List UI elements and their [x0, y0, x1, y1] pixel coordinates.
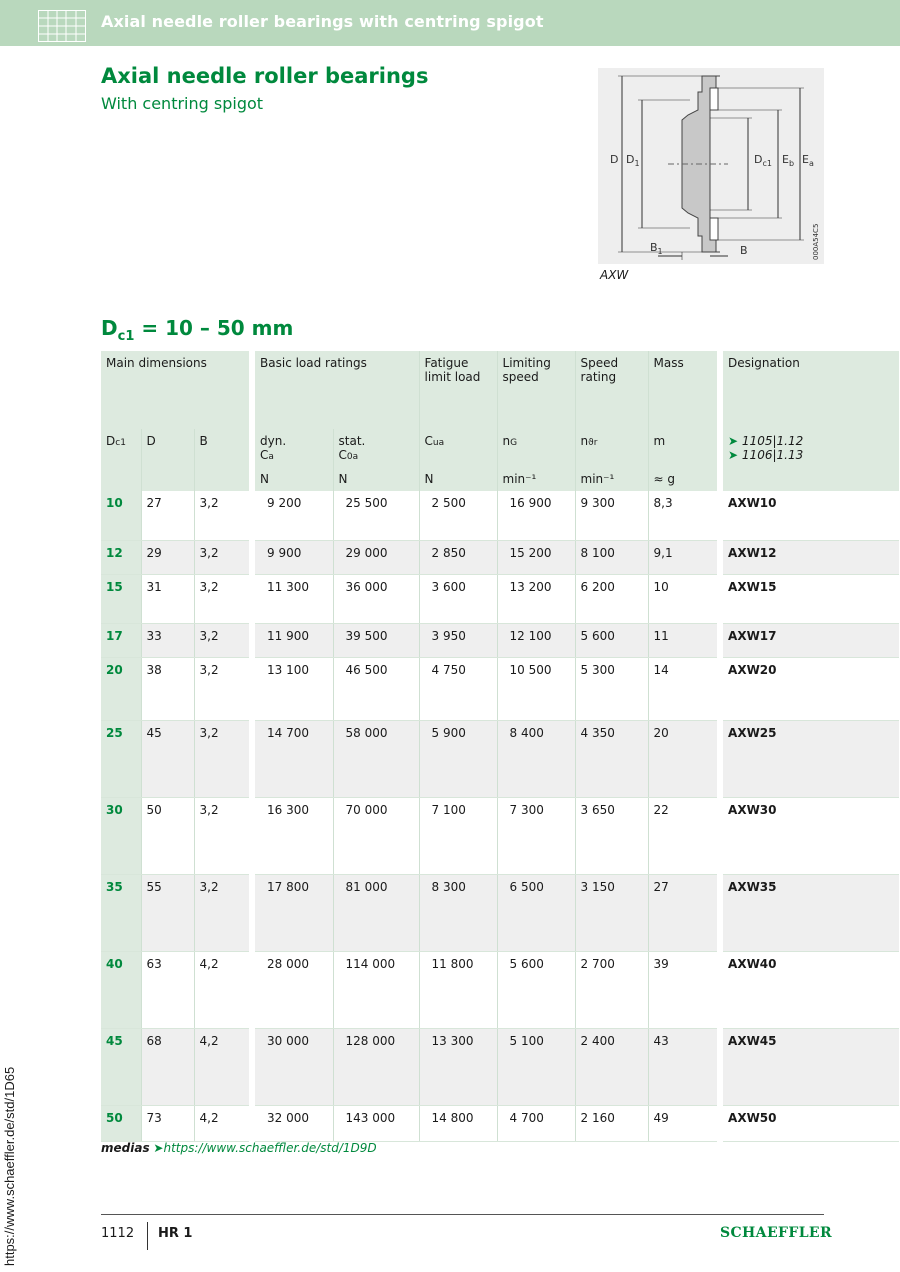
- subheader-c0a: stat. C0a: [333, 429, 419, 467]
- cell-dc1: 50: [101, 1105, 141, 1141]
- cell-ng: 16 900: [497, 491, 575, 540]
- table-row: [101, 657, 899, 720]
- table-row: [101, 1105, 899, 1141]
- cell-cua: 2 500: [419, 491, 497, 540]
- cell-designation: AXW40: [723, 951, 899, 1028]
- medias-arrow-icon: ➤: [153, 1141, 164, 1155]
- cell-designation: AXW15: [723, 574, 899, 623]
- cell-ca: 28 000: [255, 951, 333, 1028]
- header-limiting-speed: Limiting speed: [497, 351, 575, 429]
- table-row: [101, 491, 899, 540]
- cell-m: 43: [648, 1028, 717, 1105]
- cell-nthr: 5 600: [575, 623, 648, 657]
- cell-dc1: 10: [101, 491, 141, 540]
- cell-m: 8,3: [648, 491, 717, 540]
- page-number: 1112: [101, 1226, 135, 1241]
- subheader-d: D: [141, 429, 194, 467]
- cell-cua: 4 750: [419, 657, 497, 720]
- header-designation: Designation: [723, 351, 899, 429]
- unit-m: ≈ g: [648, 467, 717, 491]
- cell-ca: 9 200: [255, 491, 333, 540]
- cell-designation: AXW35: [723, 874, 899, 951]
- cell-cua: 3 950: [419, 623, 497, 657]
- medias-link[interactable]: https://www.schaeffler.de/std/1D9D: [163, 1141, 377, 1155]
- subheader-designation-refs: ➤ 1105|1.12 ➤ 1106|1.13: [723, 429, 899, 467]
- unit-ng: min⁻¹: [497, 467, 575, 491]
- cell-m: 49: [648, 1105, 717, 1141]
- book-code: HR 1: [158, 1226, 193, 1241]
- cell-d: 55: [141, 874, 194, 951]
- table-row: [101, 574, 899, 623]
- cell-m: 22: [648, 797, 717, 874]
- cell-b: 3,2: [194, 491, 249, 540]
- page-title: Axial needle roller bearings: [101, 64, 429, 88]
- cell-ca: 9 900: [255, 540, 333, 574]
- cell-ng: 5 100: [497, 1028, 575, 1105]
- cell-nthr: 3 150: [575, 874, 648, 951]
- cell-b: 3,2: [194, 797, 249, 874]
- cell-c0a: 36 000: [333, 574, 419, 623]
- cell-designation: AXW10: [723, 491, 899, 540]
- cell-d: 45: [141, 720, 194, 797]
- cell-cua: 14 800: [419, 1105, 497, 1141]
- label-d: D: [610, 153, 619, 166]
- medias-reference: medias ➤https://www.schaeffler.de/std/1D9D: [101, 1141, 377, 1155]
- cell-ca: 14 700: [255, 720, 333, 797]
- side-url[interactable]: https://www.schaeffler.de/std/1D65: [2, 1066, 17, 1266]
- cell-d: 68: [141, 1028, 194, 1105]
- cell-cua: 3 600: [419, 574, 497, 623]
- cell-nthr: 2 400: [575, 1028, 648, 1105]
- cell-designation: AXW25: [723, 720, 899, 797]
- dimension-range: $D_{c1} = 10 - 50$ mm: [101, 316, 294, 344]
- page-subtitle: With centring spigot: [101, 94, 264, 113]
- svg-text:D1: $D_1$: [626, 153, 640, 168]
- cell-designation: AXW20: [723, 657, 899, 720]
- table-row: [101, 874, 899, 951]
- cell-cua: 11 800: [419, 951, 497, 1028]
- table-row: [101, 797, 899, 874]
- table-grid-icon: [38, 10, 86, 42]
- bearing-drawing: [598, 68, 824, 264]
- cell-ng: 8 400: [497, 720, 575, 797]
- cell-nthr: 8 100: [575, 540, 648, 574]
- table-row: [101, 1028, 899, 1105]
- subheader-nthr: nϑr: [575, 429, 648, 467]
- cell-cua: 2 850: [419, 540, 497, 574]
- cell-ng: 6 500: [497, 874, 575, 951]
- cell-dc1: 17: [101, 623, 141, 657]
- cell-designation: AXW12: [723, 540, 899, 574]
- cell-ca: 30 000: [255, 1028, 333, 1105]
- cell-dc1: 12: [101, 540, 141, 574]
- cell-designation: AXW45: [723, 1028, 899, 1105]
- unit-c0a: N: [333, 467, 419, 491]
- cell-dc1: 15: [101, 574, 141, 623]
- header-mass: Mass: [648, 351, 717, 429]
- drawing-caption: AXW: [600, 268, 629, 282]
- cell-nthr: 2 700: [575, 951, 648, 1028]
- table-row: [101, 951, 899, 1028]
- cell-ca: 13 100: [255, 657, 333, 720]
- cell-nthr: 4 350: [575, 720, 648, 797]
- cell-c0a: 114 000: [333, 951, 419, 1028]
- cell-d: 29: [141, 540, 194, 574]
- header-bar: [0, 0, 900, 46]
- cell-m: 39: [648, 951, 717, 1028]
- drawing-code: 000A54C5: [812, 223, 820, 260]
- subheader-ca: dyn. Ca: [255, 429, 333, 467]
- bearing-table: [101, 351, 899, 1142]
- cell-ng: 7 300: [497, 797, 575, 874]
- cell-b: 3,2: [194, 540, 249, 574]
- header-basic-load-ratings: Basic load ratings: [255, 351, 419, 429]
- svg-text:Dc1: $D_{c1}$: [754, 153, 772, 168]
- subheader-cua: Cua: [419, 429, 497, 467]
- label-b1: B: [650, 241, 658, 254]
- cell-d: 27: [141, 491, 194, 540]
- unit-nthr: min⁻¹: [575, 467, 648, 491]
- cell-dc1: 25: [101, 720, 141, 797]
- cell-d: 38: [141, 657, 194, 720]
- cell-b: 3,2: [194, 874, 249, 951]
- label-b: B: [740, 244, 748, 257]
- cell-c0a: 25 500: [333, 491, 419, 540]
- brand-logo: SCHAEFFLER: [720, 1225, 833, 1241]
- cell-b: 4,2: [194, 951, 249, 1028]
- header-fatigue-limit-load: Fatigue limit load: [419, 351, 497, 429]
- unit-ca: N: [255, 467, 333, 491]
- cell-c0a: 81 000: [333, 874, 419, 951]
- svg-text:Eb: $E_b$: [782, 153, 795, 168]
- cell-b: 4,2: [194, 1028, 249, 1105]
- cell-nthr: 2 160: [575, 1105, 648, 1141]
- subheader-dc1: Dc1: [101, 429, 141, 467]
- units-row: [101, 467, 899, 491]
- cell-cua: 8 300: [419, 874, 497, 951]
- cell-ng: 13 200: [497, 574, 575, 623]
- cell-c0a: 128 000: [333, 1028, 419, 1105]
- label-eb: E: [782, 153, 789, 166]
- cell-ng: 5 600: [497, 951, 575, 1028]
- unit-cua: N: [419, 467, 497, 491]
- cell-b: 4,2: [194, 1105, 249, 1141]
- cell-cua: 5 900: [419, 720, 497, 797]
- cell-designation: AXW50: [723, 1105, 899, 1141]
- cell-nthr: 5 300: [575, 657, 648, 720]
- header-main-dimensions: Main dimensions: [101, 351, 249, 429]
- cell-m: 20: [648, 720, 717, 797]
- cell-c0a: 39 500: [333, 623, 419, 657]
- cell-c0a: 58 000: [333, 720, 419, 797]
- cell-ng: 12 100: [497, 623, 575, 657]
- cell-m: 9,1: [648, 540, 717, 574]
- cell-cua: 7 100: [419, 797, 497, 874]
- cell-dc1: 35: [101, 874, 141, 951]
- label-ea: E: [802, 153, 809, 166]
- group-header-row: [101, 351, 899, 429]
- cell-dc1: 30: [101, 797, 141, 874]
- svg-text:D: [610, 153, 618, 166]
- cell-c0a: 29 000: [333, 540, 419, 574]
- cell-dc1: 40: [101, 951, 141, 1028]
- cell-nthr: 9 300: [575, 491, 648, 540]
- cell-designation: AXW17: [723, 623, 899, 657]
- cell-dc1: 45: [101, 1028, 141, 1105]
- cell-m: 14: [648, 657, 717, 720]
- cell-m: 27: [648, 874, 717, 951]
- svg-text:Ea: $E_a$: [802, 153, 814, 168]
- cell-d: 50: [141, 797, 194, 874]
- header-speed-rating: Speed rating: [575, 351, 648, 429]
- cell-ca: 11 900: [255, 623, 333, 657]
- cell-ca: 17 800: [255, 874, 333, 951]
- cell-ng: 4 700: [497, 1105, 575, 1141]
- cell-m: 11: [648, 623, 717, 657]
- cell-d: 33: [141, 623, 194, 657]
- label-dc1: D: [754, 153, 763, 166]
- cell-cua: 13 300: [419, 1028, 497, 1105]
- cell-ca: 32 000: [255, 1105, 333, 1141]
- cell-designation: AXW30: [723, 797, 899, 874]
- footer-divider: [101, 1214, 824, 1215]
- cell-ng: 10 500: [497, 657, 575, 720]
- subheader-ng: nG: [497, 429, 575, 467]
- cell-c0a: 46 500: [333, 657, 419, 720]
- label-d1: D: [626, 153, 635, 166]
- cell-d: 63: [141, 951, 194, 1028]
- cell-b: 3,2: [194, 574, 249, 623]
- table-row: [101, 540, 899, 574]
- header-title: Axial needle roller bearings with centring spigot: [101, 12, 544, 31]
- cell-b: 3,2: [194, 623, 249, 657]
- cell-ca: 16 300: [255, 797, 333, 874]
- svg-text:B1: $B_1$: [650, 241, 663, 256]
- cell-d: 73: [141, 1105, 194, 1141]
- subheader-b: B: [194, 429, 249, 467]
- cell-dc1: 20: [101, 657, 141, 720]
- sub-header-row: [101, 429, 899, 467]
- cell-m: 10: [648, 574, 717, 623]
- cell-b: 3,2: [194, 657, 249, 720]
- cell-ca: 11 300: [255, 574, 333, 623]
- cell-ng: 15 200: [497, 540, 575, 574]
- cell-b: 3,2: [194, 720, 249, 797]
- table-row: [101, 720, 899, 797]
- subheader-m: m: [648, 429, 717, 467]
- cell-c0a: 70 000: [333, 797, 419, 874]
- cell-nthr: 3 650: [575, 797, 648, 874]
- cell-d: 31: [141, 574, 194, 623]
- cell-c0a: 143 000: [333, 1105, 419, 1141]
- footer-separator: [147, 1222, 148, 1250]
- cell-nthr: 6 200: [575, 574, 648, 623]
- table-row: [101, 623, 899, 657]
